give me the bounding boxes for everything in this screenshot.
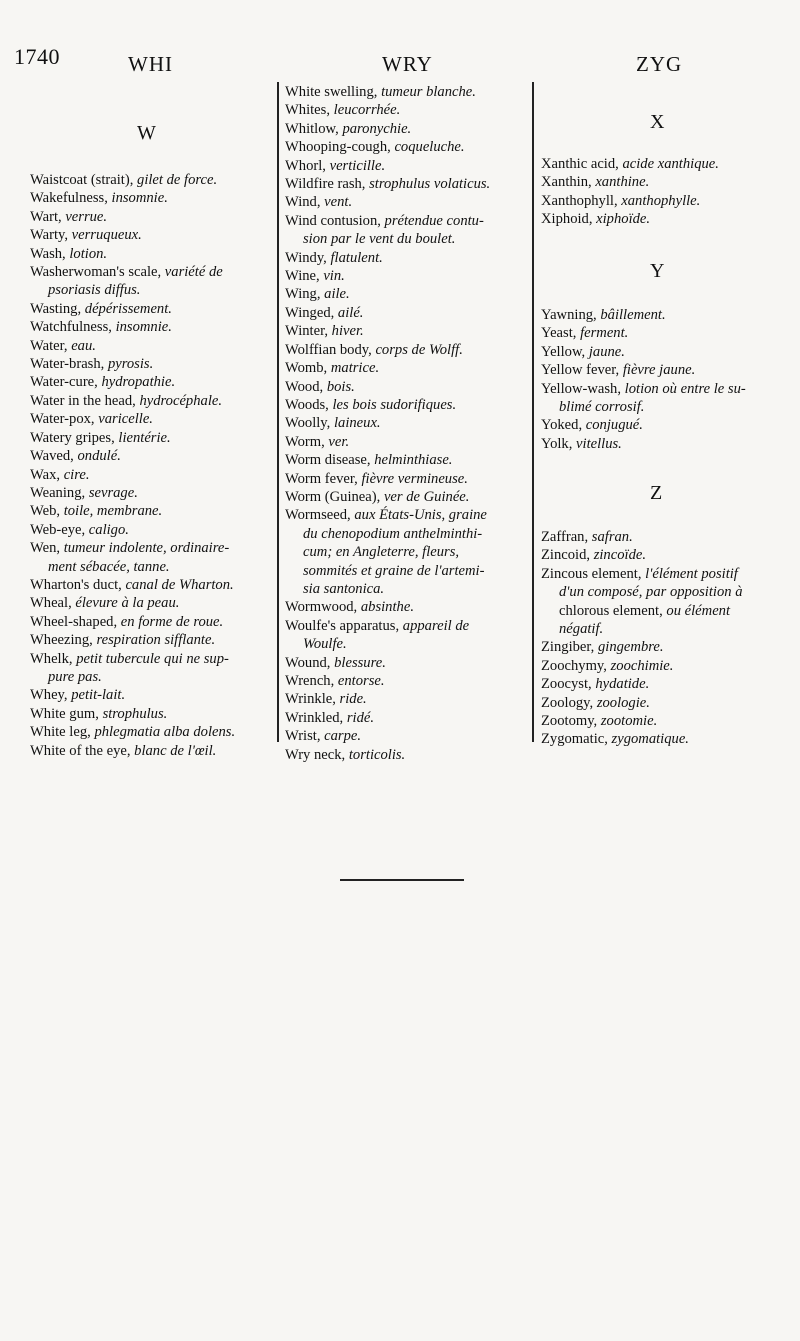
dictionary-entry-line xyxy=(285,617,525,635)
entry-translation: caligo. xyxy=(88,521,129,538)
entry-term: Yawning, xyxy=(541,307,597,323)
dictionary-entry-line xyxy=(285,654,525,672)
entry-term: Yellow, xyxy=(541,343,586,360)
dictionary-entry-line xyxy=(30,263,270,281)
dictionary-entry-line xyxy=(541,324,781,342)
dictionary-entry-line xyxy=(285,101,525,119)
entry-term: Warty, xyxy=(30,227,68,244)
dictionary-entry-line xyxy=(285,543,525,561)
dictionary-entry-line xyxy=(30,484,270,502)
dictionary-entry-line xyxy=(541,583,781,601)
entry-translation: jaune. xyxy=(588,343,625,360)
entry-translation: en forme de roue. xyxy=(120,613,224,630)
dictionary-entry-line xyxy=(30,466,270,484)
entry-term: Windy, xyxy=(285,249,327,266)
dictionary-entry-line xyxy=(541,730,781,748)
dictionary-entry-line xyxy=(30,373,270,391)
dictionary-entry-line xyxy=(285,138,525,156)
dictionary-entry-line xyxy=(541,380,781,398)
dictionary-entry-line xyxy=(285,359,525,377)
entry-translation: ondulé. xyxy=(77,448,121,465)
entry-term: Wart, xyxy=(30,208,62,225)
dictionary-entry-line xyxy=(541,155,781,173)
end-rule xyxy=(340,879,464,881)
entry-term: Xiphoid, xyxy=(541,211,593,228)
entry-term: Whorl, xyxy=(285,157,326,174)
entry-translation: acide xanthique. xyxy=(622,156,719,172)
entry-translation: canal de Wharton. xyxy=(125,576,234,593)
entry-translation: conjugué. xyxy=(585,417,643,434)
entry-translation: hydatide. xyxy=(595,676,650,693)
entry-term: Worm disease, xyxy=(285,452,371,469)
entry-translation: négatif. xyxy=(559,621,604,638)
dictionary-entry-line xyxy=(30,300,270,318)
dictionary-entry-line xyxy=(30,686,270,704)
entry-translation: Woulfe. xyxy=(303,636,347,653)
entry-translation: fièvre vermineuse. xyxy=(361,470,468,487)
dictionary-entry-line xyxy=(541,416,781,434)
section-letter-w: W xyxy=(137,122,156,144)
entry-translation: fièvre jaune. xyxy=(622,362,696,379)
entry-translation: vitellus. xyxy=(576,435,622,452)
entry-translation: verruqueux. xyxy=(71,227,142,244)
dictionary-entry-line xyxy=(285,672,525,690)
entry-term: Whooping-cough, xyxy=(285,139,391,156)
entry-translation: matrice. xyxy=(330,360,380,377)
entry-term: Worm fever, xyxy=(285,470,358,487)
entry-term: Xanthic acid, xyxy=(541,156,619,172)
entry-term: Waistcoat (strait), xyxy=(30,172,134,188)
dictionary-entry-line xyxy=(30,355,270,373)
entry-translation: tumeur blanche. xyxy=(381,84,476,100)
entry-term: Wound, xyxy=(285,654,331,671)
dictionary-entry-line xyxy=(285,378,525,396)
page-number: 1740 xyxy=(14,44,60,69)
entry-term: Water, xyxy=(30,337,68,354)
entry-term: Whey, xyxy=(30,687,68,704)
guide-word-right: ZYG xyxy=(636,52,683,76)
entry-term: Winter, xyxy=(285,323,328,340)
dictionary-entry-line xyxy=(541,192,781,210)
dictionary-entry-line xyxy=(541,657,781,675)
entry-translation: prétendue contu- xyxy=(384,212,484,229)
entry-term: Zootomy, xyxy=(541,713,598,730)
dictionary-entry-line xyxy=(30,742,270,760)
entry-translation: hydropathie. xyxy=(101,374,176,391)
dictionary-entry-line xyxy=(30,171,270,189)
dictionary-entry-line xyxy=(285,322,525,340)
entry-translation: phlegmatia alba dolens. xyxy=(94,724,236,741)
dictionary-entry-line xyxy=(30,502,270,520)
entry-translation: strophulus volaticus. xyxy=(369,176,491,193)
dictionary-entry-line xyxy=(541,343,781,361)
dictionary-entry-line xyxy=(285,249,525,267)
dictionary-entry-line xyxy=(285,304,525,322)
entry-translation: pure pas. xyxy=(48,668,102,685)
dictionary-entry-line xyxy=(541,675,781,693)
entry-term: Washerwoman's scale, xyxy=(30,264,162,281)
entry-translation: gingembre. xyxy=(597,639,664,656)
entry-term: Worm (Guinea), xyxy=(285,488,381,505)
dictionary-entry-line xyxy=(30,392,270,410)
entry-translation: bâillement. xyxy=(600,307,666,323)
entry-translation: petit-lait. xyxy=(71,687,126,704)
dictionary-entry-line xyxy=(30,576,270,594)
entry-term: Zygomatic, xyxy=(541,731,608,748)
entry-translation: aux États-Unis, graine xyxy=(354,507,487,524)
dictionary-entry-line xyxy=(285,285,525,303)
dictionary-entry-line xyxy=(285,690,525,708)
dictionary-entry-line xyxy=(285,709,525,727)
entry-term: Water-pox, xyxy=(30,411,95,428)
entry-translation: xiphoïde. xyxy=(596,211,651,228)
entry-term: Wine, xyxy=(285,268,320,285)
dictionary-entry-line xyxy=(285,193,525,211)
entry-translation: élevure à la peau. xyxy=(75,595,180,612)
entry-term: Wildfire rash, xyxy=(285,176,366,193)
entry-term: Wind contusion, xyxy=(285,212,381,229)
dictionary-entry-line xyxy=(285,212,525,230)
dictionary-entry-line xyxy=(541,528,781,546)
entry-translation: respiration sifflante. xyxy=(96,632,216,649)
dictionary-entry-line xyxy=(30,245,270,263)
entry-term: Wakefulness, xyxy=(30,190,108,207)
entry-translation: sevrage. xyxy=(88,484,138,501)
dictionary-entry-line xyxy=(30,318,270,336)
dictionary-entry-line xyxy=(30,208,270,226)
entry-translation: insomnie. xyxy=(115,319,172,336)
entry-term: Wry neck, xyxy=(285,746,346,763)
dictionary-entry-line xyxy=(285,451,525,469)
entry-translation: zootomie. xyxy=(600,713,658,730)
entry-term: Wen, xyxy=(30,540,61,557)
entry-translation: coqueluche. xyxy=(394,139,465,156)
entry-term: Yoked, xyxy=(541,417,583,434)
dictionary-entry-line xyxy=(285,175,525,193)
entry-term: Wasting, xyxy=(30,300,82,317)
entry-term: Wind, xyxy=(285,194,321,211)
entry-translation: flatulent. xyxy=(330,249,383,266)
dictionary-entry-line xyxy=(285,230,525,248)
entry-translation: leucorrhée. xyxy=(333,102,401,119)
entry-translation: appareil de xyxy=(402,617,470,634)
dictionary-entry-line xyxy=(541,565,781,583)
dictionary-entry-line xyxy=(541,306,781,324)
entry-translation: blimé corrosif. xyxy=(559,399,645,416)
dictionary-entry-line xyxy=(30,650,270,668)
entry-translation: les bois sudorifiques. xyxy=(332,396,457,413)
guide-word-left: WHI xyxy=(128,52,173,76)
dictionary-entry-line xyxy=(285,635,525,653)
dictionary-entry-line xyxy=(285,120,525,138)
entry-term: Water-cure, xyxy=(30,374,98,391)
entry-translation: du chenopodium anthelminthi- xyxy=(303,525,483,542)
entry-term: Wormwood, xyxy=(285,599,358,616)
entry-term: Wrinkle, xyxy=(285,691,336,708)
section-letter-x: X xyxy=(650,111,665,133)
entry-translation: strophulus. xyxy=(102,705,168,722)
entry-translation: hydrocéphale. xyxy=(139,392,223,409)
entry-translation: petit tubercule qui ne sup- xyxy=(76,650,229,667)
entry-term: Whites, xyxy=(285,102,330,119)
entry-translation: xanthophylle. xyxy=(621,192,701,209)
entry-term: White swelling, xyxy=(285,84,378,100)
entry-term: Wheezing, xyxy=(30,632,93,649)
entry-translation: bois. xyxy=(326,378,355,395)
entry-translation: helminthiase. xyxy=(374,452,453,469)
entry-term: Watery gripes, xyxy=(30,429,115,446)
entry-term: Wharton's duct, xyxy=(30,576,122,593)
entry-term: Zincoid, xyxy=(541,547,591,564)
dictionary-entry-line xyxy=(285,83,525,101)
dictionary-entry-line xyxy=(285,267,525,285)
entry-term: Xanthophyll, xyxy=(541,192,618,209)
entry-term: Yolk, xyxy=(541,435,573,452)
dictionary-entry-line xyxy=(30,539,270,557)
entry-translation: variété de xyxy=(164,264,223,281)
dictionary-entry-line xyxy=(541,435,781,453)
entry-translation: xanthine. xyxy=(595,174,650,191)
entry-translation: ride. xyxy=(339,691,367,708)
dictionary-entry-line xyxy=(285,562,525,580)
entry-term: Whitlow, xyxy=(285,120,339,137)
entry-term: Web-eye, xyxy=(30,521,86,538)
entry-term: Weaning, xyxy=(30,484,86,501)
entry-translation: gilet de force. xyxy=(137,172,218,188)
entry-term: Wood, xyxy=(285,378,324,395)
entry-term: Wing, xyxy=(285,286,321,303)
entry-translation: zoochimie. xyxy=(610,657,674,674)
dictionary-entry-line xyxy=(30,429,270,447)
entry-translation: entorse. xyxy=(337,673,385,689)
dictionary-entry-line xyxy=(30,447,270,465)
entry-translation: absinthe. xyxy=(360,599,414,616)
column-center xyxy=(285,83,525,764)
entry-translation: varicelle. xyxy=(98,411,153,428)
dictionary-entry-line xyxy=(30,226,270,244)
entry-term: White leg, xyxy=(30,724,91,741)
entry-translation: cum; en Angleterre, fleurs, xyxy=(303,544,460,561)
entry-translation: lientérie. xyxy=(118,429,171,446)
entry-term: White gum, xyxy=(30,705,99,722)
entry-translation: ferment. xyxy=(580,325,629,342)
entry-term: Water-brash, xyxy=(30,356,105,373)
dictionary-entry-line xyxy=(30,521,270,539)
column-right-z xyxy=(541,528,781,749)
entry-term: Wheel-shaped, xyxy=(30,613,118,630)
entry-translation: dépérissement. xyxy=(84,300,172,317)
entry-translation: carpe. xyxy=(324,728,362,745)
dictionary-entry-line xyxy=(30,594,270,612)
entry-translation: blessure. xyxy=(334,654,386,671)
dictionary-entry-line xyxy=(541,620,781,638)
entry-term: Zingiber, xyxy=(541,639,595,656)
dictionary-entry-line xyxy=(30,189,270,207)
column-divider-right xyxy=(532,82,534,742)
entry-term: Woulfe's apparatus, xyxy=(285,617,400,634)
entry-term: Yellow-wash, xyxy=(541,380,622,397)
entry-translation: tumeur indolente, ordinaire- xyxy=(63,540,230,557)
entry-translation: vent. xyxy=(324,194,353,211)
entry-translation: eau. xyxy=(71,337,96,354)
entry-term: Web, xyxy=(30,503,61,520)
entry-term: Winged, xyxy=(285,304,335,321)
entry-translation: corps de Wolff. xyxy=(375,341,463,358)
entry-translation: safran. xyxy=(591,529,633,545)
entry-translation: ou élément xyxy=(666,602,731,619)
entry-translation: zoologie. xyxy=(596,694,650,711)
entry-translation: hiver. xyxy=(331,323,364,340)
dictionary-entry-line xyxy=(30,281,270,299)
entry-term: Yellow fever, xyxy=(541,362,620,379)
dictionary-entry-line xyxy=(285,157,525,175)
entry-term: Wash, xyxy=(30,245,66,262)
dictionary-entry-line xyxy=(541,638,781,656)
column-right-y xyxy=(541,306,781,453)
entry-term: Wolffian body, xyxy=(285,341,372,358)
entry-term: Zaffran, xyxy=(541,529,589,545)
dictionary-entry-line xyxy=(541,712,781,730)
entry-translation: psoriasis diffus. xyxy=(48,282,141,299)
entry-term: Watchfulness, xyxy=(30,319,112,336)
dictionary-entry-line xyxy=(541,361,781,379)
entry-term: Wrist, xyxy=(285,728,321,745)
entry-term: Zoochymy, xyxy=(541,657,607,674)
entry-translation: ment sébacée, tanne. xyxy=(48,558,170,575)
entry-translation: ver. xyxy=(328,433,350,450)
dictionary-entry-line xyxy=(541,210,781,228)
entry-term: Womb, xyxy=(285,360,328,377)
dictionary-entry-line xyxy=(30,337,270,355)
entry-translation: lotion. xyxy=(69,245,108,262)
dictionary-entry-line xyxy=(30,705,270,723)
guide-word-center: WRY xyxy=(382,52,433,76)
dictionary-entry-line xyxy=(30,613,270,631)
entry-term: Water in the head, xyxy=(30,392,136,409)
entry-translation: toile, membrane. xyxy=(63,503,163,520)
entry-term: Wrinkled, xyxy=(285,709,344,726)
entry-translation: sia santonica. xyxy=(303,580,385,597)
dictionary-entry-line xyxy=(285,488,525,506)
entry-translation: verticille. xyxy=(329,157,386,174)
entry-term: Waved, xyxy=(30,448,74,465)
entry-term: White of the eye, xyxy=(30,742,131,759)
dictionary-entry-line xyxy=(285,580,525,598)
dictionary-entry-line xyxy=(285,746,525,764)
entry-translation: pyrosis. xyxy=(107,356,154,373)
entry-translation: paronychie. xyxy=(342,120,412,137)
dictionary-entry-line xyxy=(285,341,525,359)
entry-term: Xanthin, xyxy=(541,174,592,191)
dictionary-entry-line xyxy=(541,173,781,191)
entry-translation: zincoïde. xyxy=(593,547,646,564)
entry-term: Worm, xyxy=(285,433,325,450)
entry-term: Yeast, xyxy=(541,325,577,342)
entry-term: chlorous element, xyxy=(559,602,663,619)
dictionary-entry-line xyxy=(285,470,525,488)
dictionary-entry-line xyxy=(541,546,781,564)
dictionary-entry-line xyxy=(285,525,525,543)
column-right-x xyxy=(541,155,781,229)
entry-translation: blanc de l'œil. xyxy=(134,742,217,759)
dictionary-entry-line xyxy=(285,414,525,432)
dictionary-entry-line xyxy=(541,398,781,416)
entry-translation: laineux. xyxy=(333,415,381,432)
dictionary-entry-line xyxy=(30,558,270,576)
dictionary-entry-line xyxy=(30,668,270,686)
entry-translation: sommités et graine de l'artemi- xyxy=(303,562,485,579)
dictionary-entry-line xyxy=(285,727,525,745)
entry-translation: ver de Guinée. xyxy=(383,488,470,505)
entry-translation: d'un composé, par opposition à xyxy=(559,584,743,601)
entry-term: Zoocyst, xyxy=(541,676,592,693)
entry-term: Woolly, xyxy=(285,415,331,432)
entry-translation: ailé. xyxy=(337,304,364,321)
entry-term: Zincous element, xyxy=(541,565,642,582)
entry-term: Wormseed, xyxy=(285,507,351,524)
column-left xyxy=(30,171,270,760)
dictionary-entry-line xyxy=(30,410,270,428)
entry-translation: cire. xyxy=(63,466,90,483)
entry-translation: lotion où entre le su- xyxy=(624,380,746,397)
entry-translation: sion par le vent du boulet. xyxy=(303,231,456,248)
entry-translation: insomnie. xyxy=(111,190,168,207)
entry-term: Wrench, xyxy=(285,673,335,689)
entry-term: Wax, xyxy=(30,466,61,483)
section-letter-z: Z xyxy=(650,482,663,504)
dictionary-entry-line xyxy=(285,506,525,524)
entry-translation: ridé. xyxy=(346,709,375,726)
entry-translation: torticolis. xyxy=(348,746,406,763)
entry-term: Whelk, xyxy=(30,650,73,667)
dictionary-entry-line xyxy=(285,396,525,414)
entry-translation: l'élément positif xyxy=(645,565,738,582)
dictionary-entry-line xyxy=(285,433,525,451)
entry-term: Wheal, xyxy=(30,595,72,612)
dictionary-entry-line xyxy=(541,694,781,712)
dictionary-entry-line xyxy=(541,602,781,620)
dictionary-entry-line xyxy=(30,723,270,741)
entry-translation: vin. xyxy=(323,268,345,285)
section-letter-y: Y xyxy=(650,260,665,282)
entry-term: Woods, xyxy=(285,396,329,413)
entry-translation: verrue. xyxy=(65,208,108,225)
entry-term: Zoology, xyxy=(541,694,594,711)
entry-translation: zygomatique. xyxy=(611,731,689,748)
dictionary-entry-line xyxy=(285,598,525,616)
entry-translation: aile. xyxy=(324,286,350,303)
dictionary-entry-line xyxy=(30,631,270,649)
column-divider-left xyxy=(277,82,279,742)
